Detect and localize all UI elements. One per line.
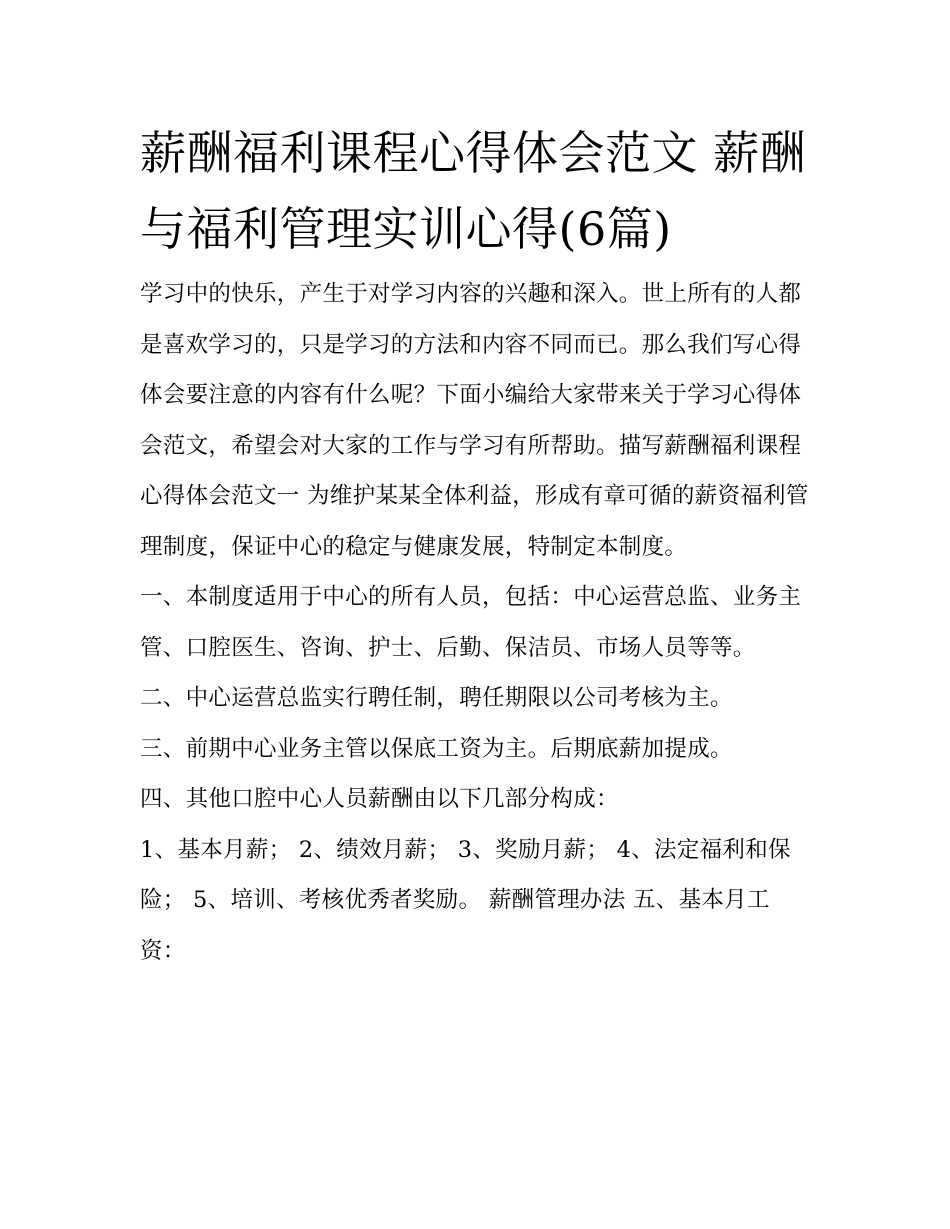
paragraph-intro: 学习中的快乐，产生于对学习内容的兴趣和深入。世上所有的人都是喜欢学习的，只是学习的方法和内容不同而已。那么我们写心得体会要注意的内容有什么呢？下面小编给大家带来关于学习心得体会范文，希望会对大家的工作与学习有所帮助。描写薪酬福利课程心得体会范文一 为维护某某全体利益，形成有章可循的薪资福利管理制度，保证中心的稳定与健康发展，特制定本制度。 [140,281,809,560]
paragraph-components: 1、基本月薪； 2、绩效月薪； 3、奖励月薪； 4、法定福利和保险； 5、培训、考核优秀者奖励。 薪酬管理办法 五、基本月工资： [140,836,791,964]
document-title: 薪酬福利课程心得体会范文 薪酬与福利管理实训心得(6篇) [140,126,807,256]
paragraph-supervisor: 三、前期中心业务主管以保底工资为主。后期底薪加提成。 [140,735,733,762]
paragraph-composition: 四、其他口腔中心人员薪酬由以下几部分构成： [140,786,619,812]
document-body [140,115,812,976]
paragraph-director: 二、中心运营总监实行聘任制，聘任期限以公司考核为主。 [140,685,733,711]
paragraph-scope: 一、本制度适用于中心的所有人员，包括：中心运营总监、业务主管、口腔医生、咨询、护士、后勤、保洁员、市场人员等等。 [140,584,802,661]
